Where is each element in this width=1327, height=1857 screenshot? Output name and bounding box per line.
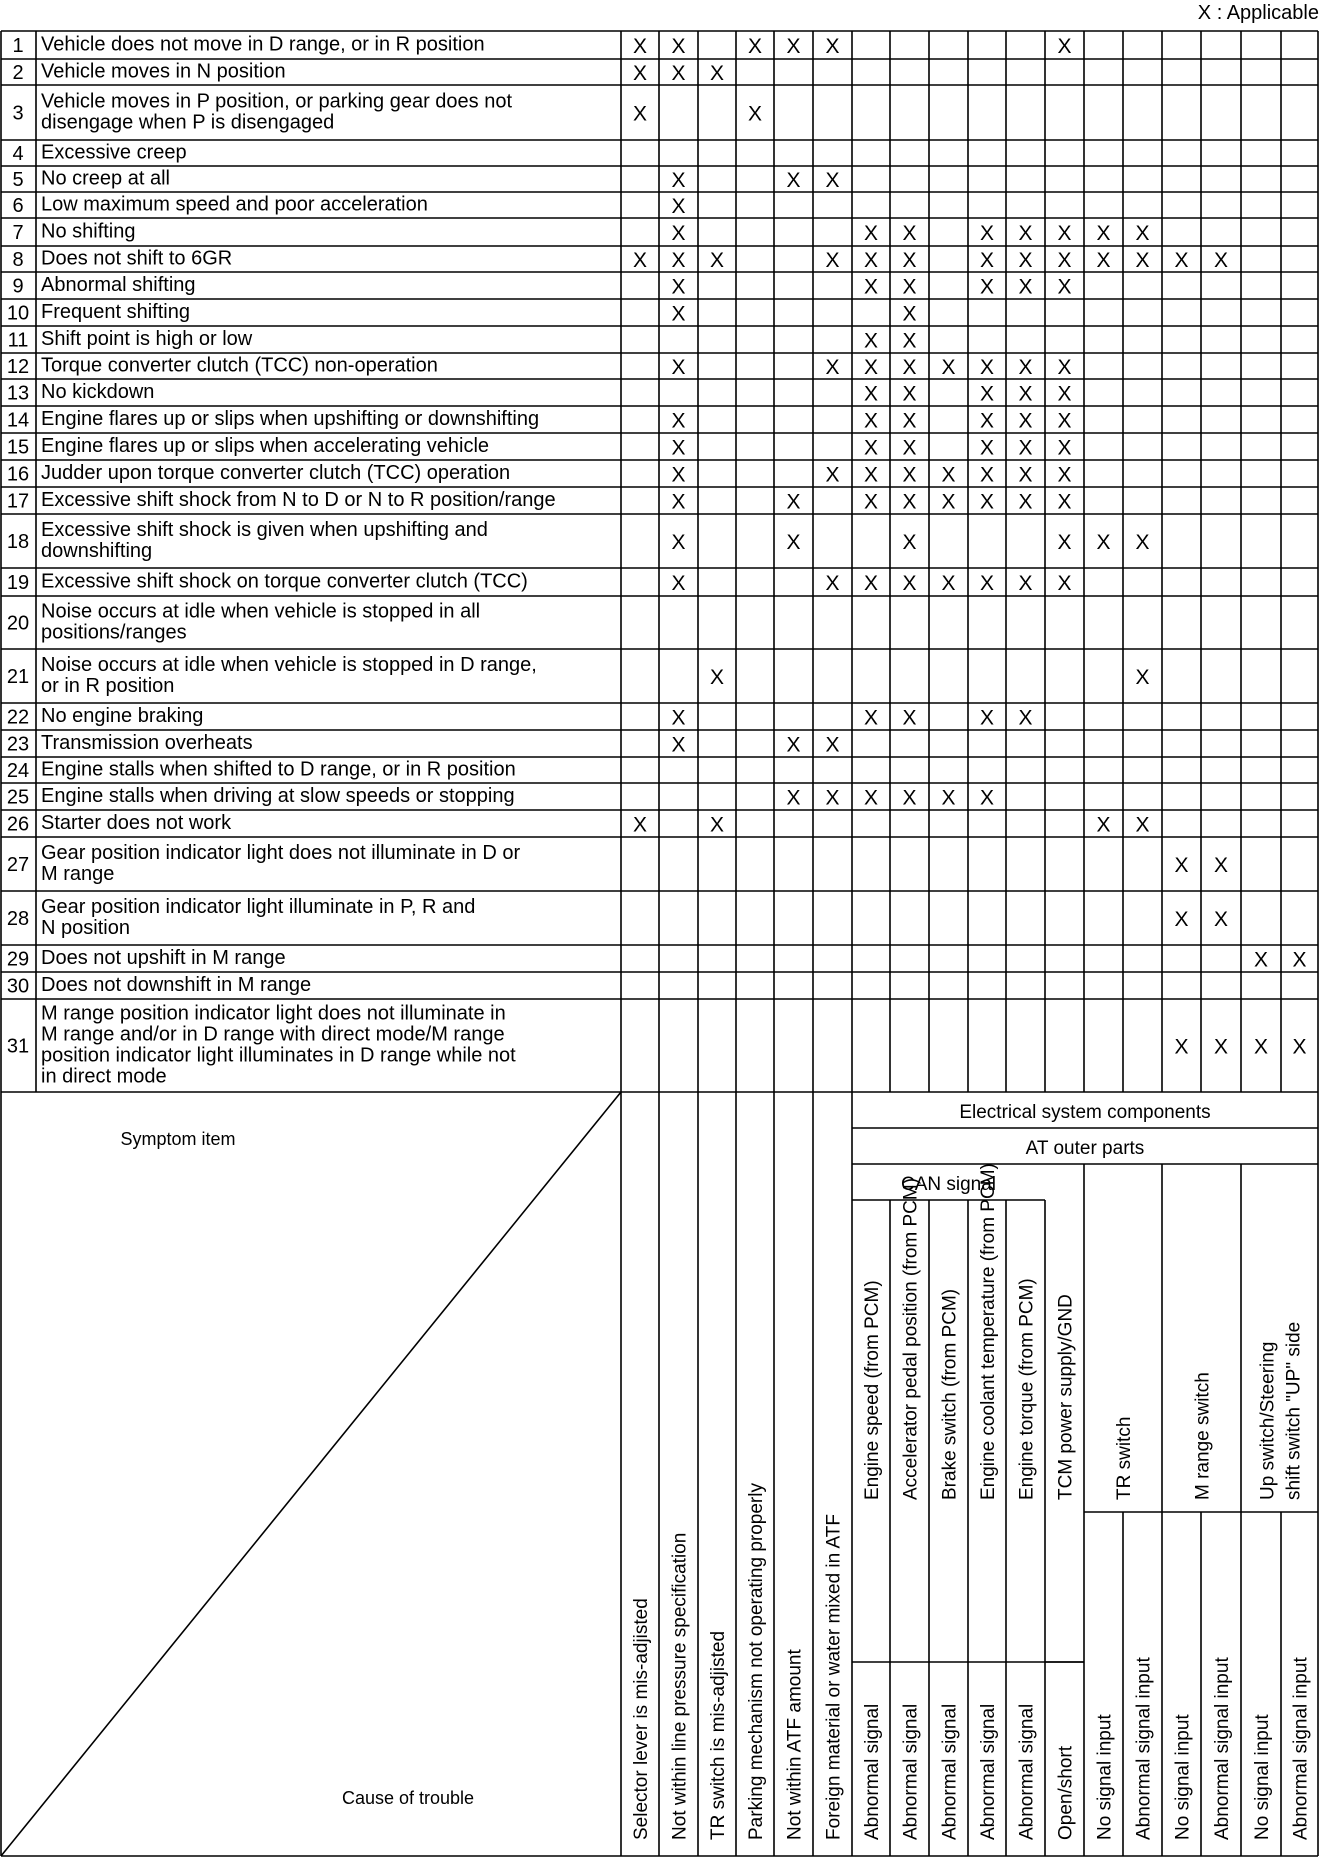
symptom-text: Noise occurs at idle when vehicle is stopped in D range, bbox=[41, 654, 537, 676]
symptom-text: Torque converter clutch (TCC) non-operation bbox=[41, 354, 438, 377]
applicable-mark: X bbox=[671, 62, 686, 85]
row-number: 24 bbox=[6, 760, 30, 782]
applicable-mark: X bbox=[1174, 249, 1189, 272]
applicable-mark: X bbox=[1174, 1035, 1189, 1059]
symptom-text: Engine flares up or slips when upshifting or downshifting bbox=[41, 408, 540, 430]
applicable-mark: X bbox=[1292, 1035, 1307, 1059]
symptom-text: Vehicle moves in P position, or parking gear does not bbox=[41, 90, 513, 113]
applicable-mark: X bbox=[1018, 275, 1033, 299]
symptom-text: Engine flares up or slips when accelerating vehicle bbox=[41, 435, 490, 457]
row-number: 6 bbox=[12, 195, 24, 217]
row-number: 16 bbox=[6, 463, 30, 486]
row-number: 12 bbox=[6, 356, 30, 378]
applicable-mark: X bbox=[825, 249, 840, 272]
applicable-mark: X bbox=[1018, 572, 1033, 595]
applicable-mark: X bbox=[863, 275, 879, 299]
row-number: 14 bbox=[6, 409, 30, 432]
applicable-mark: X bbox=[1057, 531, 1072, 554]
column-label-c7: Engine speed (from PCM) bbox=[862, 1280, 883, 1500]
applicable-mark: X bbox=[671, 436, 686, 460]
row-number: 21 bbox=[6, 666, 30, 688]
symptom-text: Vehicle does not move in D range, or in R position bbox=[41, 33, 485, 56]
symptom-text: No shifting bbox=[41, 220, 136, 243]
applicable-mark: X bbox=[671, 490, 686, 514]
applicable-mark: X bbox=[632, 35, 648, 58]
symptom-text: Engine stalls when shifted to D range, or in R position bbox=[41, 758, 516, 781]
applicable-mark: X bbox=[709, 666, 725, 689]
applicable-mark: X bbox=[902, 531, 917, 554]
applicable-mark: X bbox=[1018, 356, 1033, 379]
applicable-mark: X bbox=[1018, 490, 1033, 514]
applicable-mark: X bbox=[1213, 249, 1229, 272]
applicable-mark: X bbox=[825, 572, 840, 595]
applicable-mark: X bbox=[632, 249, 648, 272]
applicable-mark: X bbox=[1174, 854, 1189, 877]
applicable-mark: X bbox=[863, 382, 879, 406]
symptom-text: Frequent shifting bbox=[41, 301, 190, 323]
row-number: 31 bbox=[6, 1035, 30, 1058]
applicable-mark: X bbox=[902, 786, 917, 810]
column-label-c9: Brake switch (from PCM) bbox=[939, 1288, 961, 1500]
header-up-switch-line1: Up switch/Steering bbox=[1257, 1341, 1279, 1500]
applicable-mark: X bbox=[863, 222, 879, 245]
symptom-text: Excessive shift shock is given when upshifting and bbox=[41, 519, 488, 541]
column-sublabel-c18: Abnormal signal input bbox=[1290, 1657, 1312, 1840]
applicable-mark: X bbox=[671, 463, 686, 487]
applicable-mark: X bbox=[671, 35, 686, 58]
applicable-mark: X bbox=[1213, 1035, 1229, 1059]
applicable-mark: X bbox=[1213, 854, 1229, 877]
applicable-mark: X bbox=[1096, 531, 1111, 554]
applicable-mark: X bbox=[786, 733, 801, 757]
applicable-mark: X bbox=[863, 329, 879, 353]
symptom-text: disengage when P is disengaged bbox=[41, 111, 335, 134]
row-number: 26 bbox=[6, 813, 30, 836]
header-tr-switch: TR switch bbox=[1114, 1416, 1135, 1500]
applicable-mark: X bbox=[902, 356, 917, 379]
applicable-mark: X bbox=[979, 572, 995, 595]
applicable-mark: X bbox=[1018, 706, 1033, 730]
applicable-mark: X bbox=[1057, 382, 1072, 406]
row-number: 15 bbox=[6, 436, 30, 459]
applicable-mark: X bbox=[671, 706, 686, 730]
applicable-mark: X bbox=[902, 436, 917, 460]
legend-applicable: X : Applicable bbox=[1197, 2, 1319, 24]
applicable-mark: X bbox=[863, 463, 879, 487]
column-label-c6: Foreign material or water mixed in ATF bbox=[823, 1514, 845, 1840]
column-label-c1: Selector lever is mis-adjisted bbox=[631, 1598, 652, 1840]
applicable-mark: X bbox=[671, 733, 686, 757]
symptom-text: Engine stalls when driving at slow speeds or stopping bbox=[41, 785, 515, 807]
applicable-mark: X bbox=[1057, 222, 1072, 245]
row-number: 20 bbox=[6, 612, 30, 635]
applicable-mark: X bbox=[1018, 436, 1033, 460]
applicable-mark: X bbox=[1135, 222, 1150, 245]
column-sublabel-c9: Abnormal signal bbox=[939, 1703, 961, 1840]
column-sublabel-c7: Abnormal signal bbox=[862, 1703, 883, 1840]
applicable-mark: X bbox=[709, 813, 725, 837]
row-number: 7 bbox=[12, 222, 24, 244]
symptom-text: positions/ranges bbox=[41, 621, 187, 644]
symptom-text: Vehicle moves in N position bbox=[41, 60, 286, 83]
row-number: 11 bbox=[7, 329, 29, 352]
applicable-mark: X bbox=[863, 249, 879, 272]
header-up-switch-line2: shift switch "UP" side bbox=[1283, 1321, 1305, 1500]
corner-diagonal bbox=[1, 1092, 621, 1856]
applicable-mark: X bbox=[786, 35, 801, 58]
applicable-mark: X bbox=[902, 302, 917, 326]
applicable-mark: X bbox=[941, 490, 956, 514]
applicable-mark: X bbox=[1135, 813, 1150, 837]
applicable-mark: X bbox=[1253, 948, 1269, 972]
symptom-text: Excessive shift shock from N to D or N to R position/range bbox=[41, 489, 556, 511]
symptom-item-label: Symptom item bbox=[120, 1129, 236, 1149]
applicable-mark: X bbox=[632, 62, 648, 85]
row-number: 5 bbox=[12, 169, 24, 191]
row-number: 10 bbox=[6, 302, 30, 325]
symptom-text: position indicator light illuminates in D range while not bbox=[41, 1044, 516, 1067]
applicable-mark: X bbox=[979, 706, 995, 730]
applicable-mark: X bbox=[1213, 908, 1229, 931]
column-sublabel-c10: Abnormal signal bbox=[978, 1703, 999, 1840]
header-electrical-system-components: Electrical system components bbox=[959, 1102, 1211, 1123]
header-can-signal: CAN signal bbox=[900, 1174, 997, 1195]
applicable-mark: X bbox=[1057, 463, 1072, 487]
symptom-text: Does not upshift in M range bbox=[41, 947, 286, 969]
applicable-mark: X bbox=[902, 275, 917, 299]
symptom-text: M range bbox=[41, 863, 115, 885]
row-number: 1 bbox=[12, 35, 24, 57]
applicable-mark: X bbox=[825, 733, 840, 757]
applicable-mark: X bbox=[1135, 666, 1150, 689]
applicable-mark: X bbox=[1057, 249, 1072, 272]
applicable-mark: X bbox=[979, 490, 995, 514]
column-label-c8: Accelerator pedal position (from PCM) bbox=[900, 1177, 922, 1500]
row-number: 29 bbox=[6, 948, 30, 971]
symptom-text: Excessive shift shock on torque converter clutch (TCC) bbox=[41, 570, 528, 593]
applicable-mark: X bbox=[786, 490, 801, 514]
applicable-mark: X bbox=[941, 463, 956, 487]
applicable-mark: X bbox=[941, 572, 956, 595]
applicable-mark: X bbox=[902, 463, 917, 487]
column-label-c12: TCM power supply/GND bbox=[1055, 1294, 1077, 1500]
symptom-text: or in R position bbox=[41, 675, 175, 697]
row-number: 18 bbox=[6, 531, 30, 553]
symptom-text: Judder upon torque converter clutch (TCC) operation bbox=[41, 462, 511, 484]
applicable-mark: X bbox=[632, 102, 648, 126]
applicable-mark: X bbox=[979, 356, 995, 379]
applicable-mark: X bbox=[1018, 249, 1033, 272]
applicable-mark: X bbox=[941, 786, 956, 810]
column-sublabel-c8: Abnormal signal bbox=[900, 1703, 922, 1840]
row-number: 25 bbox=[6, 786, 30, 809]
applicable-mark: X bbox=[1292, 948, 1307, 972]
column-sublabel-c14: Abnormal signal input bbox=[1133, 1657, 1155, 1840]
applicable-mark: X bbox=[671, 169, 686, 192]
applicable-mark: X bbox=[1096, 222, 1111, 245]
applicable-mark: X bbox=[902, 706, 917, 730]
applicable-mark: X bbox=[902, 409, 917, 433]
column-sublabel-c16: Abnormal signal input bbox=[1212, 1657, 1233, 1840]
symptom-text: M range and/or in D range with direct mode/M range bbox=[41, 1023, 505, 1046]
symptom-text: Gear position indicator light does not illuminate in D or bbox=[41, 842, 521, 864]
row-number: 9 bbox=[12, 275, 24, 298]
applicable-mark: X bbox=[671, 275, 686, 299]
symptom-text: Does not shift to 6GR bbox=[41, 247, 233, 270]
symptom-text: M range position indicator light does not illuminate in bbox=[41, 1002, 506, 1025]
row-number: 28 bbox=[6, 908, 30, 930]
applicable-mark: X bbox=[1174, 908, 1189, 931]
symptom-text: in direct mode bbox=[41, 1065, 167, 1088]
row-number: 23 bbox=[6, 733, 30, 756]
applicable-mark: X bbox=[979, 409, 995, 433]
applicable-mark: X bbox=[902, 572, 917, 595]
applicable-mark: X bbox=[902, 382, 917, 406]
applicable-mark: X bbox=[1018, 382, 1033, 406]
applicable-mark: X bbox=[902, 490, 917, 514]
symptom-text: No kickdown bbox=[41, 381, 155, 403]
applicable-mark: X bbox=[1018, 409, 1033, 433]
applicable-mark: X bbox=[863, 572, 879, 595]
applicable-mark: X bbox=[671, 356, 686, 379]
applicable-mark: X bbox=[1057, 409, 1072, 433]
symptom-text: Low maximum speed and poor acceleration bbox=[41, 193, 428, 216]
applicable-mark: X bbox=[632, 813, 648, 837]
applicable-mark: X bbox=[979, 436, 995, 460]
applicable-mark: X bbox=[786, 169, 801, 192]
applicable-mark: X bbox=[671, 409, 686, 433]
row-number: 19 bbox=[6, 572, 30, 594]
column-sublabel-c12: Open/short bbox=[1055, 1746, 1077, 1840]
applicable-mark: X bbox=[825, 463, 840, 487]
applicable-mark: X bbox=[709, 249, 725, 272]
applicable-mark: X bbox=[1135, 531, 1150, 554]
column-label-c4: Parking mechanism not operating properly bbox=[746, 1483, 767, 1840]
applicable-mark: X bbox=[941, 356, 956, 379]
row-number: 2 bbox=[12, 62, 24, 84]
applicable-mark: X bbox=[863, 356, 879, 379]
row-number: 8 bbox=[12, 249, 24, 271]
column-sublabel-c13: No signal input bbox=[1094, 1714, 1116, 1840]
applicable-mark: X bbox=[1057, 490, 1072, 514]
applicable-mark: X bbox=[1018, 463, 1033, 487]
applicable-mark: X bbox=[671, 302, 686, 326]
applicable-mark: X bbox=[1057, 436, 1072, 460]
applicable-mark: X bbox=[1096, 813, 1111, 837]
applicable-mark: X bbox=[902, 249, 917, 272]
applicable-mark: X bbox=[1253, 1035, 1269, 1059]
applicable-mark: X bbox=[1135, 249, 1150, 272]
applicable-mark: X bbox=[979, 786, 995, 810]
applicable-mark: X bbox=[747, 102, 763, 126]
row-number: 3 bbox=[12, 102, 24, 125]
applicable-mark: X bbox=[1057, 356, 1072, 379]
symptom-text: Noise occurs at idle when vehicle is stopped in all bbox=[41, 600, 481, 623]
applicable-mark: X bbox=[1057, 275, 1072, 299]
row-number: 13 bbox=[6, 382, 30, 405]
applicable-mark: X bbox=[671, 249, 686, 272]
column-label-c5: Not within ATF amount bbox=[784, 1649, 806, 1840]
symptom-text: N position bbox=[41, 917, 130, 939]
applicable-mark: X bbox=[863, 706, 879, 730]
applicable-mark: X bbox=[979, 249, 995, 272]
applicable-mark: X bbox=[825, 35, 840, 58]
applicable-mark: X bbox=[979, 382, 995, 406]
row-number: 4 bbox=[12, 143, 24, 165]
applicable-mark: X bbox=[825, 786, 840, 810]
column-sublabel-c11: Abnormal signal bbox=[1016, 1703, 1038, 1840]
symptom-text: Excessive creep bbox=[41, 141, 187, 164]
applicable-mark: X bbox=[786, 786, 801, 810]
applicable-mark: X bbox=[825, 169, 840, 192]
row-number: 27 bbox=[6, 854, 30, 876]
applicable-mark: X bbox=[863, 786, 879, 810]
applicable-mark: X bbox=[863, 436, 879, 460]
applicable-mark: X bbox=[786, 531, 801, 554]
symptom-text: Abnormal shifting bbox=[41, 274, 196, 296]
header-at-outer-parts: AT outer parts bbox=[1025, 1138, 1145, 1159]
applicable-mark: X bbox=[671, 195, 686, 218]
column-sublabel-c15: No signal input bbox=[1172, 1714, 1194, 1840]
applicable-mark: X bbox=[902, 222, 917, 245]
applicable-mark: X bbox=[979, 275, 995, 299]
column-label-c10: Engine coolant temperature (from PCM) bbox=[978, 1163, 999, 1500]
applicable-mark: X bbox=[902, 329, 917, 353]
column-label-c2: Not within line pressure specification bbox=[669, 1532, 691, 1840]
applicable-mark: X bbox=[671, 222, 686, 245]
column-label-c11: Engine torque (from PCM) bbox=[1016, 1278, 1038, 1500]
applicable-mark: X bbox=[747, 35, 763, 58]
applicable-mark: X bbox=[671, 572, 686, 595]
applicable-mark: X bbox=[1018, 222, 1033, 245]
column-sublabel-c17: No signal input bbox=[1252, 1714, 1273, 1840]
applicable-mark: X bbox=[979, 222, 995, 245]
symptom-text: Shift point is high or low bbox=[41, 328, 253, 350]
applicable-mark: X bbox=[979, 463, 995, 487]
applicable-mark: X bbox=[825, 356, 840, 379]
cause-of-trouble-label: Cause of trouble bbox=[341, 1788, 475, 1808]
applicable-mark: X bbox=[1057, 572, 1072, 595]
applicable-mark: X bbox=[863, 409, 879, 433]
row-number: 17 bbox=[6, 490, 30, 513]
row-number: 22 bbox=[6, 706, 30, 729]
symptom-text: Gear position indicator light illuminate in P, R and bbox=[41, 896, 476, 918]
applicable-mark: X bbox=[1057, 35, 1072, 58]
column-label-c3: TR switch is mis-adjisted bbox=[708, 1630, 729, 1840]
applicable-mark: X bbox=[709, 62, 725, 85]
symptom-text: Does not downshift in M range bbox=[41, 974, 312, 996]
applicable-mark: X bbox=[863, 490, 879, 514]
symptom-text: No creep at all bbox=[41, 167, 170, 190]
symptom-text: No engine braking bbox=[41, 705, 204, 727]
symptom-text: Transmission overheats bbox=[41, 732, 253, 754]
row-number: 30 bbox=[6, 975, 30, 998]
applicable-mark: X bbox=[1096, 249, 1111, 272]
header-m-range-switch: M range switch bbox=[1192, 1372, 1214, 1500]
symptom-text: Starter does not work bbox=[41, 812, 232, 834]
applicable-mark: X bbox=[671, 531, 686, 554]
symptom-text: downshifting bbox=[41, 540, 153, 562]
